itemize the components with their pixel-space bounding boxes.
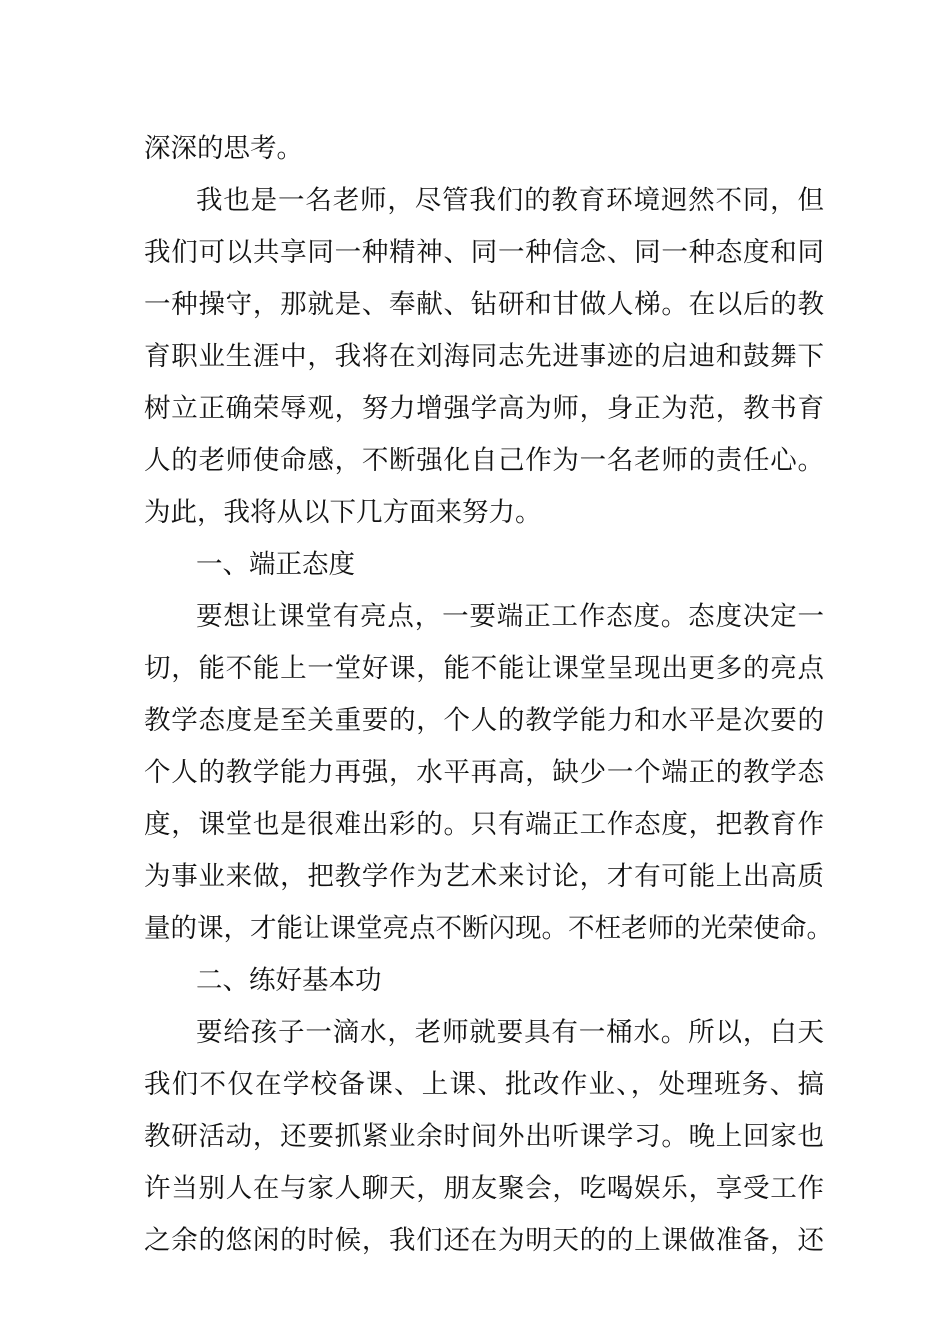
paragraph-line: 我们可以共享同一种精神、同一种信念、同一种态度和同 [144, 237, 824, 268]
paragraph-line: 教学态度是至关重要的，个人的教学能力和水平是次要的 [144, 705, 824, 736]
paragraph-line: 切，能不能上一堂好课，能不能让课堂呈现出更多的亮点 [144, 653, 824, 684]
paragraph-line: 之余的悠闲的时候，我们还在为明天的的上课做准备，还 [144, 1225, 824, 1256]
paragraph-line: 要想让课堂有亮点，一要端正工作态度。态度决定一 [196, 601, 824, 632]
paragraph-line: 我也是一名老师，尽管我们的教育环境迥然不同，但 [196, 185, 824, 216]
paragraph-line: 我们不仅在学校备课、上课、批改作业、，处理班务、搞 [144, 1069, 824, 1100]
paragraph-line: 要给孩子一滴水，老师就要具有一桶水。所以，白天 [196, 1017, 824, 1048]
paragraph-line: 育职业生涯中，我将在刘海同志先进事迹的启迪和鼓舞下 [144, 341, 824, 372]
paragraph-line: 为此，我将从以下几方面来努力。 [144, 497, 542, 528]
paragraph-line: 树立正确荣辱观，努力增强学高为师，身正为范，教书育 [144, 393, 824, 424]
paragraph-line: 人的老师使命感，不断强化自己作为一名老师的责任心。 [144, 445, 824, 476]
paragraph-line: 深深的思考。 [144, 133, 303, 164]
paragraph-line: 许当别人在与家人聊天，朋友聚会，吃喝娱乐，享受工作 [144, 1173, 824, 1204]
paragraph-line: 一种操守，那就是、奉献、钻研和甘做人梯。在以后的教 [144, 289, 824, 320]
section-heading: 一、端正态度 [196, 549, 355, 580]
paragraph-line: 度，课堂也是很难出彩的。只有端正工作态度，把教育作 [144, 809, 824, 840]
paragraph-line: 个人的教学能力再强，水平再高，缺少一个端正的教学态 [144, 757, 824, 788]
paragraph-line: 量的课，才能让课堂亮点不断闪现。不枉老师的光荣使命。 [144, 913, 833, 944]
section-heading: 二、练好基本功 [196, 965, 382, 996]
paragraph-line: 为事业来做，把教学作为艺术来讨论，才有可能上出高质 [144, 861, 824, 892]
paragraph-line: 教研活动，还要抓紧业余时间外出听课学习。晚上回家也 [144, 1121, 824, 1152]
